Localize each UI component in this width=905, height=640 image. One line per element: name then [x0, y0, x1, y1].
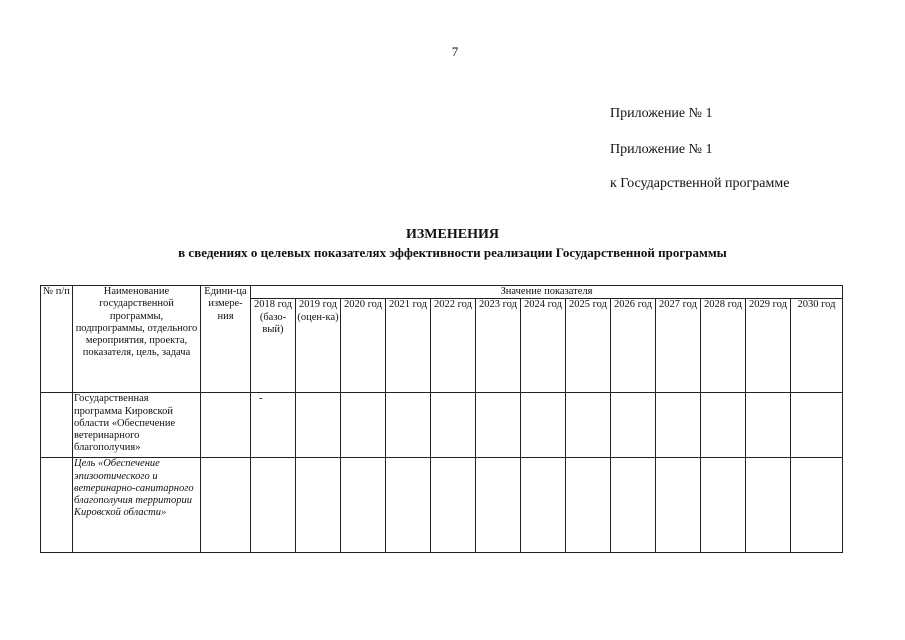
header-year: 2022 год: [431, 299, 476, 393]
row-name: Государственная программа Кировской области «Обеспечение ветеринарного благополучия»: [73, 393, 201, 458]
row-value: [746, 458, 791, 553]
header-year: 2030 год: [791, 299, 843, 393]
row-unit: [201, 458, 251, 553]
header-year: 2021 год: [386, 299, 431, 393]
header-unit: Едини-ца измере-ния: [201, 286, 251, 393]
header-year: 2029 год: [746, 299, 791, 393]
row-value: [611, 458, 656, 553]
table-row: [41, 458, 843, 553]
appendix-line-2: Приложение № 1: [610, 142, 713, 157]
table-row: [41, 393, 843, 458]
header-year: 2028 год: [701, 299, 746, 393]
row-value: [251, 458, 296, 553]
document-title: ИЗМЕНЕНИЯ: [406, 227, 499, 242]
row-value: [701, 458, 746, 553]
row-value: [656, 458, 701, 553]
row-num: [41, 458, 73, 553]
row-value: [656, 393, 701, 458]
header-num: № п/п: [41, 286, 73, 393]
row-value: [296, 393, 341, 458]
appendix-line-3: к Государственной программе: [610, 176, 790, 191]
row-unit: [201, 393, 251, 458]
row-value: [521, 458, 566, 553]
indicators-table: [40, 285, 843, 553]
row-value: [431, 393, 476, 458]
header-year: 2019 год (оцен-ка): [296, 299, 341, 393]
header-year: 2020 год: [341, 299, 386, 393]
row-value: [791, 458, 843, 553]
row-value: [611, 393, 656, 458]
row-value: [476, 458, 521, 553]
header-value-group: Значение показателя: [251, 286, 843, 299]
document-subtitle: в сведениях о целевых показателях эффективности реализации Государственной программы: [178, 245, 727, 260]
header-year: 2018 год (базо-вый): [251, 299, 296, 393]
row-name: Цель «Обеспечение эпизоотического и ветеринарно-санитарного благополучия территории Кировской области»: [73, 458, 201, 553]
header-year: 2023 год: [476, 299, 521, 393]
page-number: 7: [451, 44, 459, 59]
row-value: [566, 393, 611, 458]
header-year: 2027 год: [656, 299, 701, 393]
row-value: [791, 393, 843, 458]
header-year: 2026 год: [611, 299, 656, 393]
row-value: [296, 458, 341, 553]
header-year: 2024 год: [521, 299, 566, 393]
row-value: [341, 393, 386, 458]
row-value: [431, 458, 476, 553]
row-value: [341, 458, 386, 553]
row-value: [521, 393, 566, 458]
header-name: Наименование государственной программы, подпрограммы, отдельного мероприятия, проекта, показателя, цель, задача: [73, 286, 201, 393]
row-value: [386, 458, 431, 553]
header-year: 2025 год: [566, 299, 611, 393]
appendix-line-1: Приложение № 1: [610, 106, 713, 121]
row-value: [701, 393, 746, 458]
row-value: [566, 458, 611, 553]
row-num: [41, 393, 73, 458]
row-value: [386, 393, 431, 458]
row-value: [476, 393, 521, 458]
row-value: -: [251, 393, 296, 458]
row-value: [746, 393, 791, 458]
